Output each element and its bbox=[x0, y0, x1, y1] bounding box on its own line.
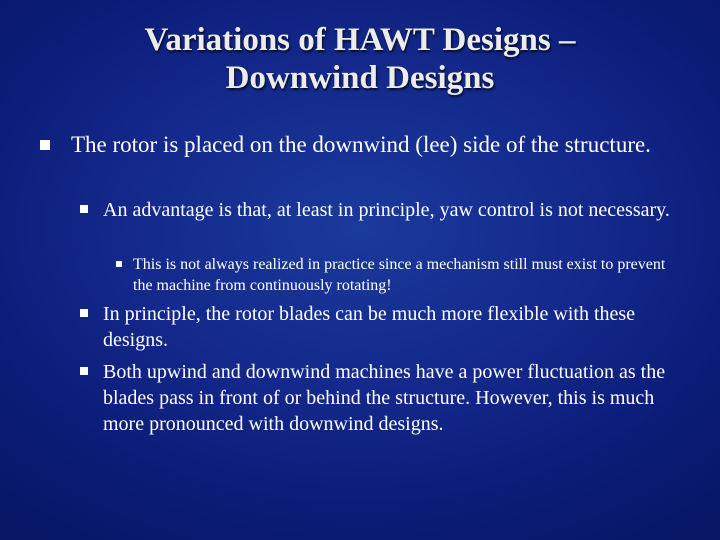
bullet-text-advantage: An advantage is that, at least in principle, yaw control is not necessary. bbox=[103, 199, 670, 221]
bullet-text-practice-note: This is not always realized in practice since a mechanism still must exist to prevent the machine from continuously rotating! bbox=[133, 256, 666, 294]
square-bullet-icon bbox=[80, 205, 88, 213]
bullet-text-power-fluctuation: Both upwind and downwind machines have a power fluctuation as the blades pass in front of or behind the structure. However, this is much more pronounced with downwind designs. bbox=[103, 361, 666, 435]
bullet-text-main: The rotor is placed on the downwind (lee) side of the structure. bbox=[71, 132, 651, 157]
slide-title-line-1: Variations of HAWT Designs – bbox=[144, 22, 576, 58]
square-bullet-icon bbox=[80, 309, 88, 317]
bullet-item-power-fluctuation bbox=[80, 359, 680, 437]
slide-title-line-2: Downwind Designs bbox=[225, 59, 495, 96]
bullet-text-flexible-blades: In principle, the rotor blades can be much more flexible with these designs. bbox=[103, 303, 636, 351]
bullet-item-advantage bbox=[80, 197, 680, 223]
bullet-item-flexible-blades bbox=[80, 301, 680, 353]
bullet-item-practice-note bbox=[116, 254, 680, 296]
square-bullet-icon bbox=[40, 140, 50, 150]
bullet-item-main bbox=[40, 131, 680, 159]
square-bullet-icon bbox=[80, 367, 88, 375]
square-bullet-icon bbox=[116, 261, 122, 267]
